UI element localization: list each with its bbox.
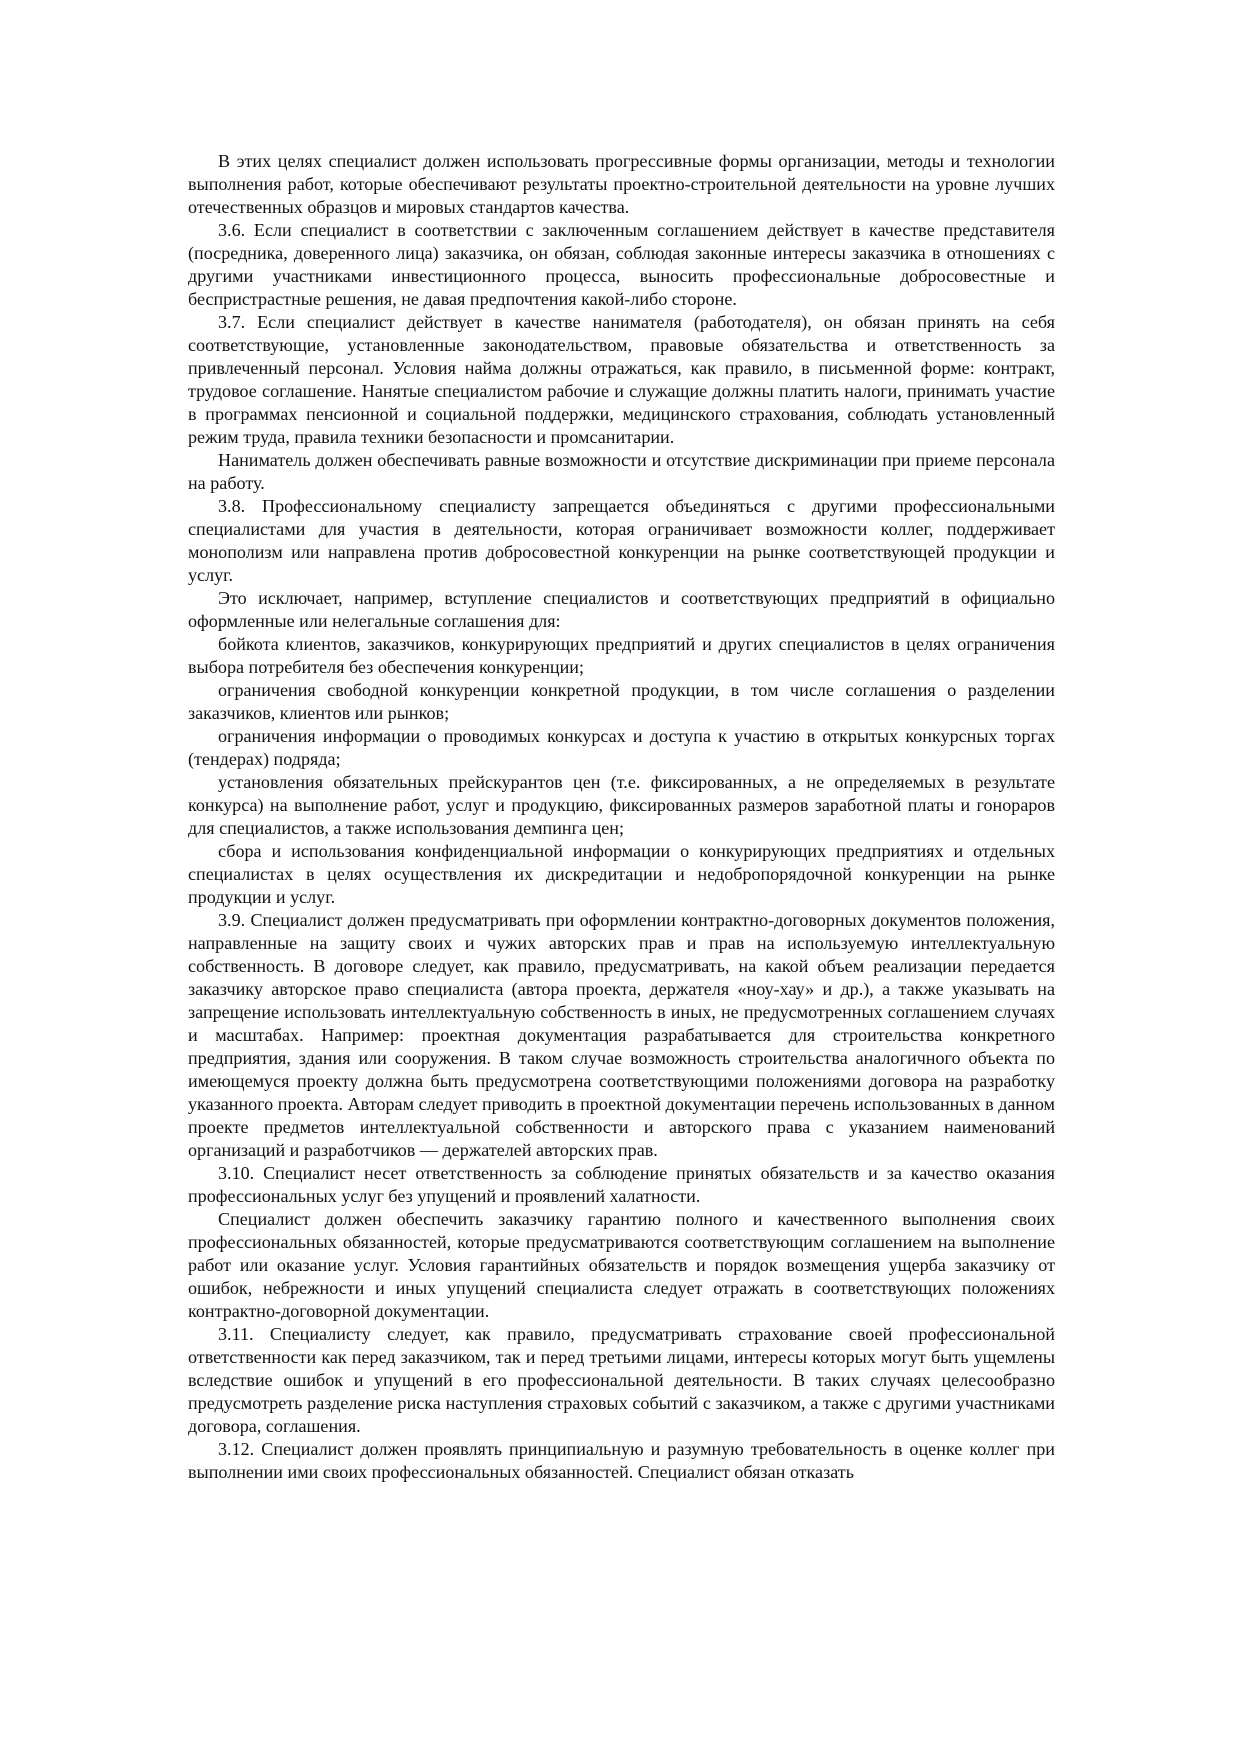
list-item-price-lists: установления обязательных прейскурантов цен (т.е. фиксированных, а не определяемых в результате конкурса) на выполнение работ, услуг и продукцию, фиксированных размеров заработной платы и гонораров для специалистов, а также использования демпинга цен;: [188, 772, 1055, 838]
list-item-boycott: бойкота клиентов, заказчиков, конкурирующих предприятий и других специалистов в целях ограничения выбора потребителя без обеспечения конкуренции;: [188, 634, 1055, 677]
paragraph-3-10: 3.10. Специалист несет ответственность за соблюдение принятых обязательств и за качество оказания профессиональных услуг без упущений и проявлений халатности.: [188, 1163, 1055, 1206]
paragraph-intro-methods: В этих целях специалист должен использовать прогрессивные формы организации, методы и технологии выполнения работ, которые обеспечивают результаты проектно-строительной деятельности на уровне лучших отечественных образцов и мировых стандартов качества.: [188, 151, 1055, 217]
paragraph-3-9: 3.9. Специалист должен предусматривать при оформлении контрактно-договорных документов положения, направленные на защиту своих и чужих авторских прав и прав на используемую интеллектуальную собственность. В договоре следует, как правило, предусматривать, на какой объем реализации передается заказчику авторское право специалиста (автора проекта, держателя «ноу-хау» и др.), а также указывать на запрещение использовать интеллектуальную собственность в иных, не предусмотренных соглашением случаях и масштабах. Например: проектная документация разрабатывается для строительства конкретного предприятия, здания или сооружения. В таком случае возможность строительства аналогичного объекта по имеющемуся проекту должна быть предусмотрена соответствующими положениями договора на разработку указанного проекта. Авторам следует приводить в проектной документации перечень использованных в данном проекте предметов интеллектуальной собственности и авторского права с указанием наименований организаций и разработчиков — держателей авторских прав.: [188, 910, 1055, 1160]
paragraph-employer-equality: Наниматель должен обеспечивать равные возможности и отсутствие дискриминации при приеме персонала на работу.: [188, 450, 1055, 493]
list-item-confidential-info: сбора и использования конфиденциальной информации о конкурирующих предприятиях и отдельных специалистах в целях осуществления их дискредитации и недобропорядочной конкуренции на рынке продукции и услуг.: [188, 841, 1055, 907]
list-item-information-limits: ограничения информации о проводимых конкурсах и доступа к участию в открытых конкурсных торгах (тендерах) подряда;: [188, 726, 1055, 769]
paragraph-guarantee: Специалист должен обеспечить заказчику гарантию полного и качественного выполнения своих профессиональных обязанностей, которые предусматриваются соответствующим соглашением на выполнение работ или оказание услуг. Условия гарантийных обязательств и порядок возмещения ущерба заказчику от ошибок, небрежности и иных упущений специалиста следует отражать в соответствующих положениях контрактно-договорной документации.: [188, 1209, 1055, 1321]
document-page: [188, 150, 1055, 1484]
paragraph-exclusions-intro: Это исключает, например, вступление специалистов и соответствующих предприятий в официально оформленные или нелегальные соглашения для:: [188, 588, 1055, 631]
paragraph-3-8: 3.8. Профессиональному специалисту запрещается объединяться с другими профессиональными специалистами для участия в деятельности, которая ограничивает возможности коллег, поддерживает монополизм или направлена против добросовестной конкуренции на рынке соответствующей продукции и услуг.: [188, 496, 1055, 585]
paragraph-3-7: 3.7. Если специалист действует в качестве нанимателя (работодателя), он обязан принять на себя соответствующие, установленные законодательством, правовые обязательства и ответственность за привлеченный персонал. Условия найма должны отражаться, как правило, в письменной форме: контракт, трудовое соглашение. Нанятые специалистом рабочие и служащие должны платить налоги, принимать участие в программах пенсионной и социальной поддержки, медицинского страхования, соблюдать установленный режим труда, правила техники безопасности и промсанитарии.: [188, 312, 1055, 447]
paragraph-3-6: 3.6. Если специалист в соответствии с заключенным соглашением действует в качестве представителя (посредника, доверенного лица) заказчика, он обязан, соблюдая законные интересы заказчика в отношениях с другими участниками инвестиционного процесса, выносить профессиональные добросовестные и беспристрастные решения, не давая предпочтения какой-либо стороне.: [188, 220, 1055, 309]
list-item-competition-limits: ограничения свободной конкуренции конкретной продукции, в том числе соглашения о разделении заказчиков, клиентов или рынков;: [188, 680, 1055, 723]
paragraph-3-12: 3.12. Специалист должен проявлять принципиальную и разумную требовательность в оценке коллег при выполнении ими своих профессиональных обязанностей. Специалист обязан отказать: [188, 1439, 1055, 1482]
paragraph-3-11: 3.11. Специалисту следует, как правило, предусматривать страхование своей профессиональной ответственности как перед заказчиком, так и перед третьими лицами, интересы которых могут быть ущемлены вследствие ошибок и упущений в его профессиональной деятельности. В таких случаях целесообразно предусмотреть разделение риска наступления страховых событий с заказчиком, а также с другими участниками договора, соглашения.: [188, 1324, 1055, 1436]
